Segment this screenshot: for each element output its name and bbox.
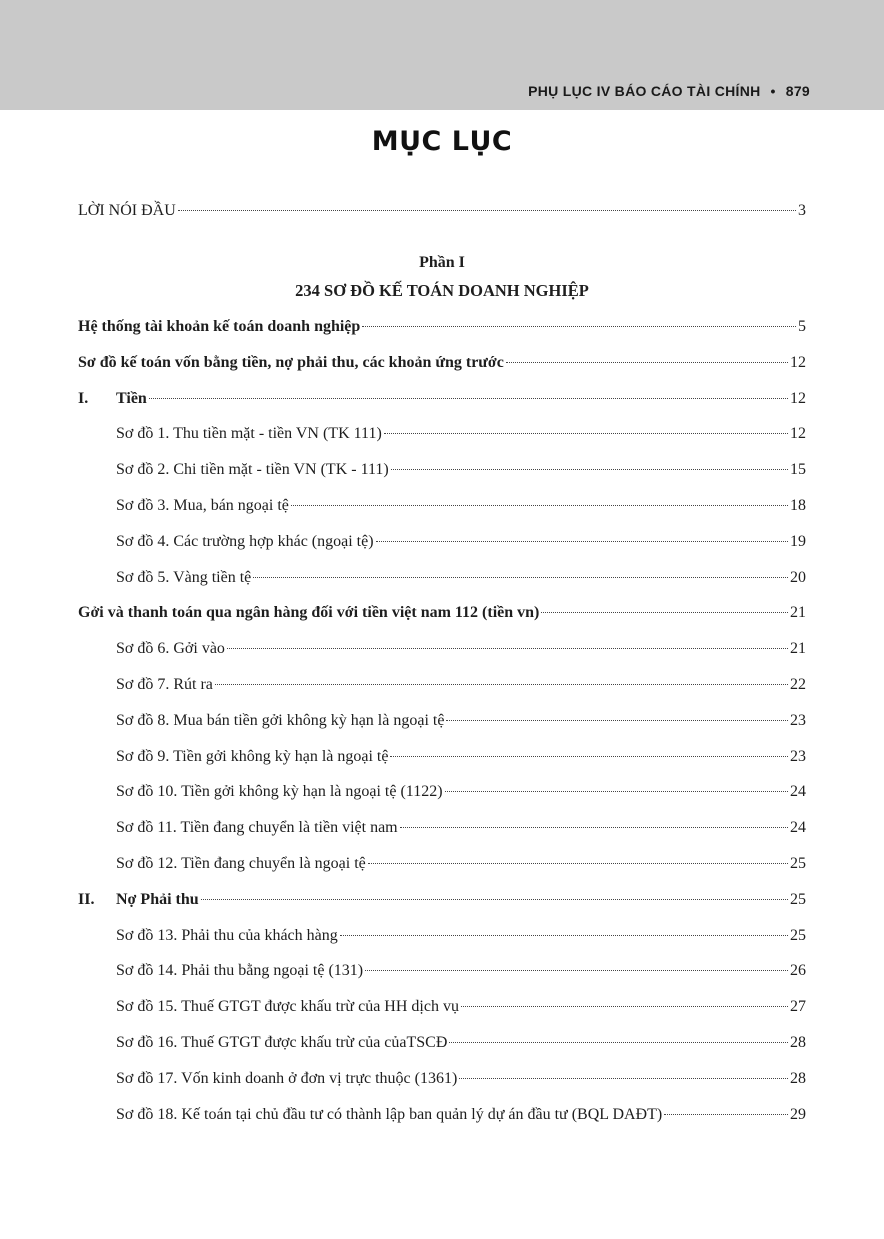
part-heading: Phần I	[419, 254, 465, 271]
dot-leader	[291, 505, 788, 506]
toc-entry[interactable]	[0, 994, 884, 1020]
toc-label-text: Sơ đồ 12. Tiền đang chuyển là ngoại tệ	[116, 855, 366, 872]
toc-label-text: Gởi và thanh toán qua ngân hàng đối với tiền việt nam 112 (tiền vn)	[78, 604, 540, 621]
toc-entry[interactable]	[0, 1066, 884, 1092]
dot-leader	[340, 935, 788, 936]
toc-label	[78, 386, 147, 412]
toc-page: 23	[790, 748, 806, 765]
toc-label	[116, 457, 389, 483]
toc-label-text: Sơ đồ 13. Phải thu của khách hàng	[116, 927, 338, 944]
toc-page: 21	[790, 604, 806, 621]
dot-leader	[384, 433, 788, 434]
toc-page: 18	[790, 497, 806, 514]
toc-label-text: Sơ đồ 16. Thuế GTGT được khấu trừ của củaTSCĐ	[116, 1034, 448, 1051]
toc-label	[116, 493, 289, 519]
toc-page: 12	[790, 390, 806, 407]
toc-entry[interactable]	[0, 493, 884, 519]
toc-page: 22	[790, 676, 806, 693]
dot-leader	[201, 899, 788, 900]
dot-leader	[541, 612, 788, 613]
dot-leader	[149, 398, 788, 399]
toc-entry[interactable]	[0, 565, 884, 591]
toc-page: 12	[790, 354, 806, 371]
toc-entry[interactable]	[0, 600, 884, 626]
toc-label-text: Sơ đồ 14. Phải thu bằng ngoại tệ (131)	[116, 962, 364, 979]
running-header	[528, 83, 810, 99]
toc-label-text: Sơ đồ 17. Vốn kinh doanh ở đơn vị trực thuộc (1361)	[116, 1070, 458, 1087]
toc-entry[interactable]	[0, 314, 884, 340]
header-separator: •	[770, 83, 776, 99]
toc-label	[116, 421, 382, 447]
dot-leader	[449, 1042, 788, 1043]
toc-label	[116, 1066, 457, 1092]
toc-label	[116, 708, 444, 734]
toc-page: 20	[790, 569, 806, 586]
toc-label	[116, 851, 366, 877]
dot-leader	[391, 469, 788, 470]
toc-label	[78, 887, 199, 913]
toc-entry[interactable]	[0, 672, 884, 698]
dot-leader	[365, 970, 788, 971]
toc-preface[interactable]	[0, 198, 884, 224]
toc-label-text: Sơ đồ 18. Kế toán tại chủ đầu tư có thành lập ban quản lý dự án đầu tư (BQL DAĐT)	[116, 1106, 663, 1123]
toc-page: 26	[790, 962, 806, 979]
dot-leader	[445, 791, 788, 792]
toc-label-text: Tiền	[116, 390, 147, 407]
toc-page: 21	[790, 640, 806, 657]
toc-entry[interactable]	[0, 779, 884, 805]
toc-label	[116, 744, 388, 770]
dot-leader	[664, 1114, 788, 1115]
toc-page: 29	[790, 1106, 806, 1123]
toc-label	[116, 1030, 447, 1056]
toc-entry[interactable]	[0, 350, 884, 376]
dot-leader	[446, 720, 788, 721]
dot-leader	[390, 756, 788, 757]
dot-leader	[506, 362, 788, 363]
toc-entry[interactable]	[0, 815, 884, 841]
dot-leader	[400, 827, 788, 828]
toc-label-text: Sơ đồ 4. Các trường hợp khác (ngoại tệ)	[116, 533, 374, 550]
toc-page: 25	[790, 891, 806, 908]
toc-label	[116, 958, 363, 984]
toc-label-text: Sơ đồ 8. Mua bán tiền gởi không kỳ hạn là ngoại tệ	[116, 712, 445, 729]
toc-entry[interactable]	[0, 636, 884, 662]
toc-label	[116, 672, 213, 698]
toc-label-text: Sơ đồ 15. Thuế GTGT được khấu trừ của HH dịch vụ	[116, 998, 459, 1015]
toc-label-text: Sơ đồ 6. Gởi vào	[116, 640, 225, 657]
toc-label	[78, 314, 360, 340]
header-title: PHỤ LỤC IV BÁO CÁO TÀI CHÍNH	[528, 83, 761, 99]
toc-page: 28	[790, 1070, 806, 1087]
toc-label	[116, 529, 374, 555]
toc-entry[interactable]	[0, 1030, 884, 1056]
toc-page: 19	[790, 533, 806, 550]
toc-page: 3	[798, 202, 806, 219]
dot-leader	[461, 1006, 788, 1007]
toc-entry[interactable]	[0, 1102, 884, 1128]
toc-label	[116, 994, 459, 1020]
dot-leader	[178, 210, 796, 211]
toc-entry[interactable]	[0, 529, 884, 555]
toc-entry[interactable]	[0, 958, 884, 984]
toc-label	[116, 815, 398, 841]
dot-leader	[368, 863, 788, 864]
dot-leader	[227, 648, 788, 649]
dot-leader	[362, 326, 796, 327]
dot-leader	[376, 541, 788, 542]
toc-entry[interactable]	[0, 744, 884, 770]
toc-label-text: Sơ đồ kế toán vốn bằng tiền, nợ phải thu, các khoản ứng trước	[78, 354, 504, 371]
toc-page: 28	[790, 1034, 806, 1051]
toc-label	[116, 779, 443, 805]
toc-page: 25	[790, 855, 806, 872]
toc-label-text: Sơ đồ 9. Tiền gởi không kỳ hạn là ngoại tệ	[116, 748, 389, 765]
toc-entry[interactable]	[0, 386, 884, 412]
toc-label	[116, 923, 338, 949]
dot-leader	[253, 577, 788, 578]
toc-label-text: Sơ đồ 1. Thu tiền mặt - tiền VN (TK 111)	[116, 425, 382, 442]
toc-entry[interactable]	[0, 851, 884, 877]
toc-label	[78, 350, 504, 376]
part-title: 234 SƠ ĐỒ KẾ TOÁN DOANH NGHIỆP	[295, 281, 589, 300]
toc-page: 23	[790, 712, 806, 729]
page-title: MỤC LỤC	[371, 126, 513, 157]
dot-leader	[215, 684, 788, 685]
toc-page: 12	[790, 425, 806, 442]
toc-page: 27	[790, 998, 806, 1015]
toc-label-text: Sơ đồ 7. Rút ra	[116, 676, 213, 693]
toc-section-number: I.	[78, 390, 89, 407]
toc-label-text: Sơ đồ 3. Mua, bán ngoại tệ	[116, 497, 289, 514]
header-page-number: 879	[785, 83, 810, 99]
toc-label: LỜI NÓI ĐẦU	[78, 202, 176, 219]
toc-entry[interactable]	[0, 457, 884, 483]
toc-label	[78, 600, 539, 626]
dot-leader	[459, 1078, 788, 1079]
toc-label	[116, 565, 251, 591]
toc-label-text: Sơ đồ 2. Chi tiền mặt - tiền VN (TK - 111)	[116, 461, 389, 478]
toc-label	[116, 636, 225, 662]
toc-label-text: Nợ Phải thu	[116, 891, 199, 908]
toc-label-text: Sơ đồ 11. Tiền đang chuyển là tiền việt nam	[116, 819, 398, 836]
toc-label-text: Sơ đồ 5. Vàng tiền tệ	[116, 569, 252, 586]
toc-entry[interactable]	[0, 421, 884, 447]
toc-label-text: Hệ thống tài khoản kế toán doanh nghiệp	[78, 318, 361, 335]
toc-page: 24	[790, 819, 806, 836]
toc-section-number: II.	[78, 891, 95, 908]
toc-page: 24	[790, 783, 806, 800]
toc-label	[116, 1102, 662, 1128]
toc-page: 25	[790, 927, 806, 944]
toc-entry[interactable]	[0, 887, 884, 913]
toc-page: 15	[790, 461, 806, 478]
toc-entry[interactable]	[0, 708, 884, 734]
toc-entry[interactable]	[0, 923, 884, 949]
toc-page: 5	[798, 318, 806, 335]
toc-label-text: Sơ đồ 10. Tiền gởi không kỳ hạn là ngoại tệ (1122)	[116, 783, 443, 800]
